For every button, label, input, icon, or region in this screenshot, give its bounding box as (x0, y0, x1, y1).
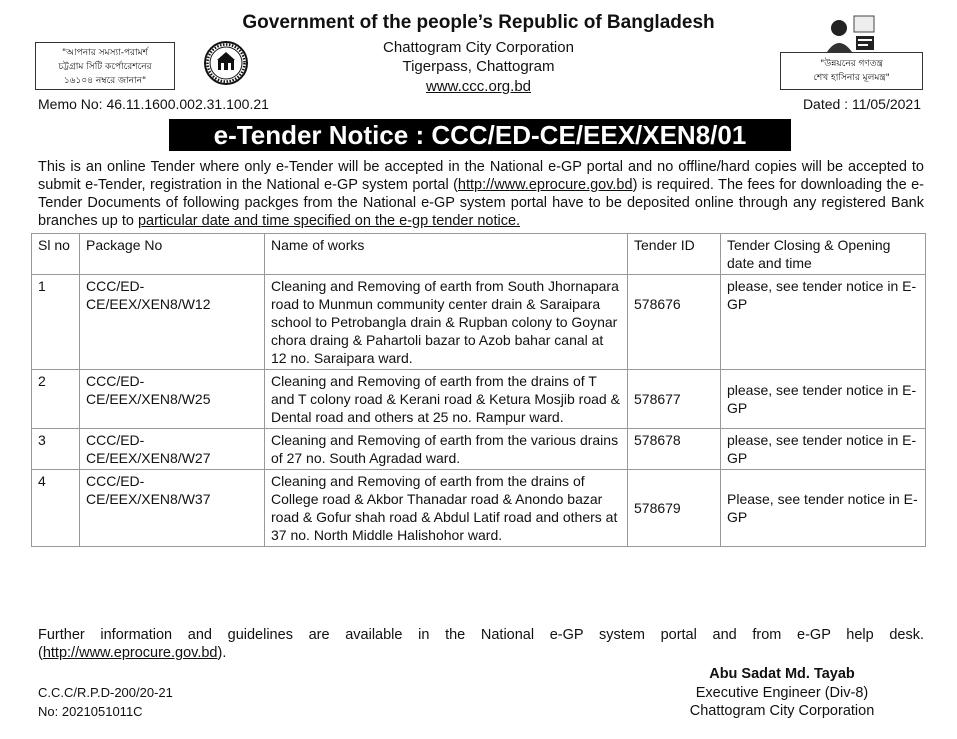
further-text: Further information and guidelines are available in the National e-GP system portal and from e-GP help desk. (38, 627, 924, 643)
notice-date: Dated : 11/05/2021 (802, 96, 921, 112)
tender-notice-banner: e-Tender Notice : CCC/ED-CE/EEX/XEN8/01 (169, 119, 791, 151)
cell-sl: 2 (32, 370, 80, 429)
org-address: Tigerpass, Chattogram (402, 58, 555, 75)
cell-works: Cleaning and Removing of earth from the drains of College road & Akbor Thanadar road & Anondo bazar road & Gofur shah road & Abdul Latif road and others at 37 no. North Middle Halishohor ward. (265, 470, 628, 547)
cell-package: CCC/ED-CE/EEX/XEN8/W25 (80, 370, 265, 429)
table-row (32, 275, 926, 370)
table-row (32, 370, 926, 429)
cell-tender-id: 578679 (628, 470, 721, 547)
cell-closing: please, see tender notice in E-GP (721, 429, 926, 470)
cell-works: Cleaning and Removing of earth from the drains of T and T colony road & Kerani road & Ketura Mosjib road & Dental road and others at 25 no. Rampur ward. (265, 370, 628, 429)
intro-paragraph (38, 158, 924, 230)
further-tail: ). (217, 645, 227, 661)
rpd-reference: C.C.C/R.P.D-200/20-21 (38, 685, 173, 700)
org-name: Chattogram City Corporation (383, 39, 574, 56)
intro-text: This is an online Tender where only e-Tender will be accepted in the National e-GP portal and no offline/hard copies will be accepted to submit e-Tender, registration in the National e-GP system portal ( (38, 159, 924, 193)
cell-sl: 1 (32, 275, 80, 370)
ccc-seal-logo (203, 40, 249, 86)
col-header-closing: Tender Closing & Opening date and time (721, 234, 926, 275)
cell-works: Cleaning and Removing of earth from South Jhornapara road to Munmun community center drain & Saraipara school to Petrobangla drain & Rupban colony to Goynar chora draing & Pahartoli bazar to Azob bahar canal at 12 no. Saraipara ward. (265, 275, 628, 370)
memo-number: Memo No: 46.11.1600.002.31.100.21 (38, 96, 269, 112)
document-title: Government of the people’s Republic of Bangladesh (242, 12, 715, 33)
cell-closing: Please, see tender notice in E-GP (721, 470, 926, 547)
eprocure-link[interactable]: http://www.eprocure.gov.bd (42, 645, 218, 661)
table-header-row (32, 234, 926, 275)
signatory-name: Abu Sadat Md. Tayab (709, 666, 855, 682)
tender-table (31, 233, 926, 547)
cell-closing: please, see tender notice in E-GP (721, 370, 926, 429)
cell-sl: 4 (32, 470, 80, 547)
cell-tender-id: 578678 (628, 429, 721, 470)
col-header-package: Package No (80, 234, 265, 275)
col-header-works: Name of works (265, 234, 628, 275)
portrait-image (824, 14, 876, 52)
website-link[interactable]: www.ccc.org.bd (425, 78, 532, 95)
slogan-line: শেখ হাসিনার মূলমন্ত্র" (813, 73, 890, 83)
slogan-line: "উন্নয়নের গণতন্ত্র (820, 59, 883, 69)
cell-sl: 3 (32, 429, 80, 470)
cell-tender-id: 578676 (628, 275, 721, 370)
cell-package: CCC/ED-CE/EEX/XEN8/W12 (80, 275, 265, 370)
table-row (32, 470, 926, 547)
col-header-sl: Sl no (32, 234, 80, 275)
slogan-line: ১৬১০৪ নম্বরে জানান" (63, 76, 147, 86)
reference-number: No: 2021051011C (38, 704, 143, 719)
cell-closing: please, see tender notice in E-GP (721, 275, 926, 370)
intro-deadline-text: particular date and time specified on the e-gp tender notice. (137, 213, 521, 229)
complaint-slogan-box (35, 42, 175, 90)
development-slogan-box (780, 52, 923, 90)
table-row (32, 429, 926, 470)
signatory-designation: Executive Engineer (Div-8) (695, 685, 869, 701)
signatory-org: Chattogram City Corporation (689, 703, 875, 719)
cell-package: CCC/ED-CE/EEX/XEN8/W27 (80, 429, 265, 470)
slogan-line: "আপনার সমস্যা-পরামর্শ (62, 48, 148, 58)
cell-works: Cleaning and Removing of earth from the various drains of 27 no. South Agradad ward. (265, 429, 628, 470)
col-header-tender-id: Tender ID (628, 234, 721, 275)
intro-text: ) is required. The fees for downloading the e-Tender Documents of following packges from the National e-GP system portal have to be deposited online through any registered Bank branches up to (38, 177, 924, 229)
cell-tender-id: 578677 (628, 370, 721, 429)
eprocure-link[interactable]: http://www.eprocure.gov.bd (457, 177, 633, 193)
further-info-paragraph: Further information and guidelines are available in the National e-GP system portal and from e-GP help desk. (http://www.eprocure.gov.bd). (38, 627, 924, 661)
slogan-line: চট্টগ্রাম সিটি কর্পোরেশনের (58, 62, 152, 72)
cell-package: CCC/ED-CE/EEX/XEN8/W37 (80, 470, 265, 547)
